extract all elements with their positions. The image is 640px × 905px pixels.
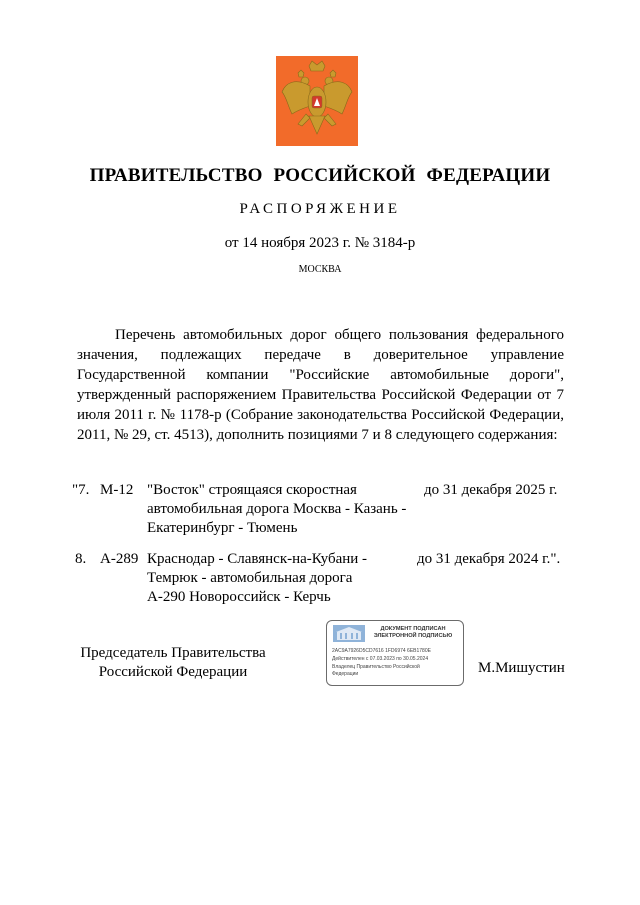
signer-position: Председатель Правительства Российской Федерации — [80, 645, 266, 680]
item-number: "7. — [72, 482, 90, 498]
government-title: ПРАВИТЕЛЬСТВО РОССИЙСКОЙ ФЕДЕРАЦИИ — [89, 165, 551, 186]
document-date-number: от 14 ноября 2023 г. № 3184-р — [224, 235, 416, 251]
document-city: МОСКВА — [298, 264, 342, 275]
electronic-signature-stamp — [326, 620, 464, 686]
building-emblem-icon — [333, 625, 365, 642]
road-description: "Восток" строящаяся скоростная автомобильная дорога Москва - Казань - Екатеринбург - Тюмень — [147, 482, 407, 536]
stamp-owner: Владелец Правительство Российской — [332, 664, 420, 670]
main-paragraph: Перечень автомобильных дорог общего пользования федерального значения, подлежащих передаче в доверительное управление Государственной компании "Российские автомобильные дороги", утвержденный распоряжением Правительства Российской Федерации от 7 июля 2011 г. № 1178-р (Собрание законодательства Российской Федерации, 2011, № 29, ст. 4513), дополнить позициями 7 и 8 следующего содержания: — [77, 327, 564, 443]
signer-name: М.Мишустин — [478, 660, 565, 676]
stamp-serial: 2AC9A7926D5CD7616 1FD6974 6EB1780E — [332, 648, 431, 654]
coat-of-arms-icon — [276, 56, 358, 146]
road-description: Краснодар - Славянск-на-Кубани - Темрюк - автомобильная дорога А-290 Новороссийск - Керчь — [147, 551, 368, 605]
road-deadline: до 31 декабря 2024 г.". — [417, 551, 561, 567]
stamp-heading: ЭЛЕКТРОННОЙ ПОДПИСЬЮ — [373, 633, 453, 639]
stamp-validity: Действителен с 07.03.2023 по 30.05.2024 — [332, 656, 429, 662]
road-code: А-289 — [100, 551, 139, 567]
document-type: РАСПОРЯЖЕНИЕ — [239, 201, 401, 217]
stamp-heading: ДОКУМЕНТ ПОДПИСАН — [380, 626, 446, 632]
item-number: 8. — [75, 551, 87, 567]
road-deadline: до 31 декабря 2025 г. — [424, 482, 558, 498]
stamp-owner: Федерации — [332, 671, 359, 677]
road-code: М-12 — [100, 482, 134, 498]
